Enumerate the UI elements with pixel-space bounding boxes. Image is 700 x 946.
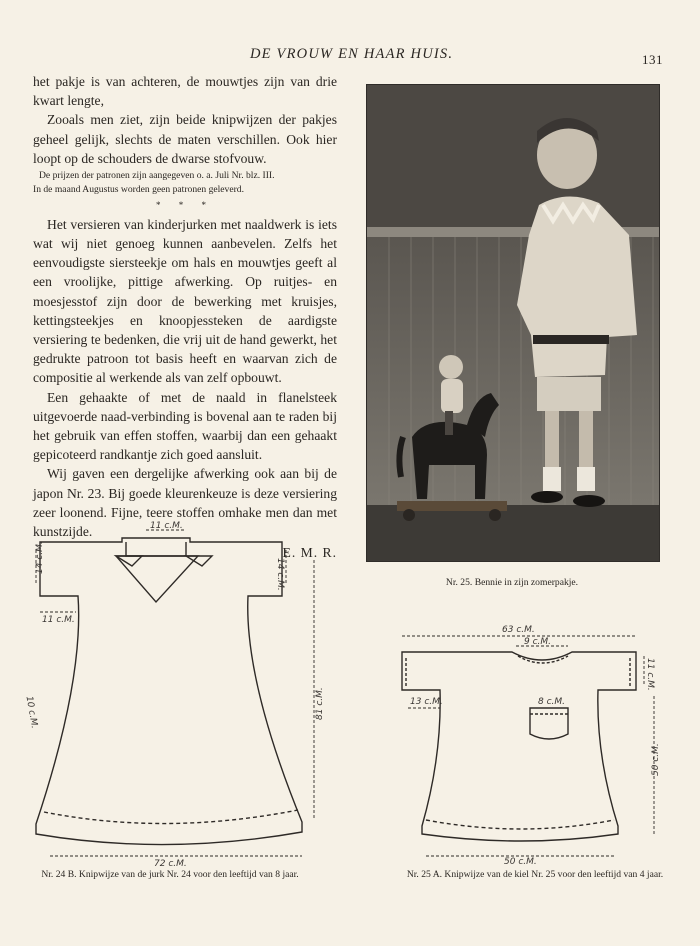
dim-underarm: 13 c.M. <box>410 697 443 707</box>
article-text <box>33 72 337 562</box>
pattern-caption-25a: Nr. 25 A. Knipwijze van de kiel Nr. 25 voor den leeftijd van 4 jaar. <box>406 869 664 880</box>
pattern-dress-nr-24b <box>16 520 346 870</box>
dim-hem: 50 c.M. <box>504 857 537 866</box>
dim-shoulder-left: 14 c.M. <box>35 541 45 574</box>
photo-caption: Nr. 25. Bennie in zijn zomerpakje. <box>445 577 579 588</box>
page-number: 131 <box>642 52 663 67</box>
price-note: De prijzen der patronen zijn aangegeven o. a. Juli Nr. blz. III. <box>39 170 275 182</box>
dim-underarm: 11 c.M. <box>42 615 75 625</box>
dim-neck: 9 c.M. <box>524 637 552 647</box>
pattern-caption-24b: Nr. 24 B. Knipwijze van de jurk Nr. 24 voor den leeftijd van 8 jaar. <box>41 869 299 880</box>
paragraph: Wij gaven een dergelijke afwerking ook aan bij de japon Nr. 23. Bij goede kleurenkeuze is deze versiering zeer loonend. Fijne, teere stoffen omhake men dan met kunstzijde. <box>33 466 337 540</box>
dim-sleeve: 11 c.M. <box>645 658 655 691</box>
paragraph: Het versieren van kinderjurken met naaldwerk is iets wat wij niet genoeg kunnen aanbevelen. Zelfs het eenvoudigste siersteekje om hals en mouwtjes geeft al een vroolijke, pittige afwerking. Op ruitjes- en moesjesstof zijn door de bewerking met kruisjes, kettingsteekjes en knoopjessteken de aardigste versiering te bedenken, die vrij uit de hand gewerkt, het gedrukte patroon tot basis heeft en waarvan zich de compositie al werkende als van zelf opbouwt. <box>33 216 337 386</box>
dim-width: 63 c.M. <box>502 625 535 635</box>
dim-pocket: 8 c.M. <box>538 697 566 707</box>
dim-neck: 11 c.M. <box>150 521 183 531</box>
section-separator: * * * <box>156 199 214 210</box>
running-head: DE VROUW EN HAAR HUIS. <box>250 46 454 62</box>
photo-illustration <box>367 85 659 561</box>
paragraph: Een gehaakte of met de naald in flanelsteek uitgevoerde naad-verbinding is bovenal aan te raden bij het gebruik van effen stoffen, waarbij dan een gehaakt gepicoteerd randkantje zich goed aansluit. <box>33 389 337 463</box>
dim-side: 10 c.M. <box>23 695 40 730</box>
paragraph: Zooals men ziet, zijn beide knipwijzen der pakjes geheel gelijk, slechts de maten verschillen. Ook hier loopt op de schouders de dwarse stofvouw. <box>33 112 337 166</box>
dim-length: 50 c.M. <box>651 743 661 776</box>
dim-length: 81 c.M. <box>315 687 325 720</box>
author-signature: E. M. R. <box>282 545 337 561</box>
paragraph: het pakje is van achteren, de mouwtjes zijn van drie kwart lengte, <box>33 74 337 109</box>
photo-boy-with-toy-horse <box>366 84 660 562</box>
dim-shoulder-right: 14 c.M. <box>275 558 285 591</box>
dim-hem: 72 c.M. <box>154 859 187 869</box>
pattern-smock-nr-25a <box>392 616 672 866</box>
pattern-note: In de maand Augustus worden geen patronen geleverd. <box>33 184 244 196</box>
